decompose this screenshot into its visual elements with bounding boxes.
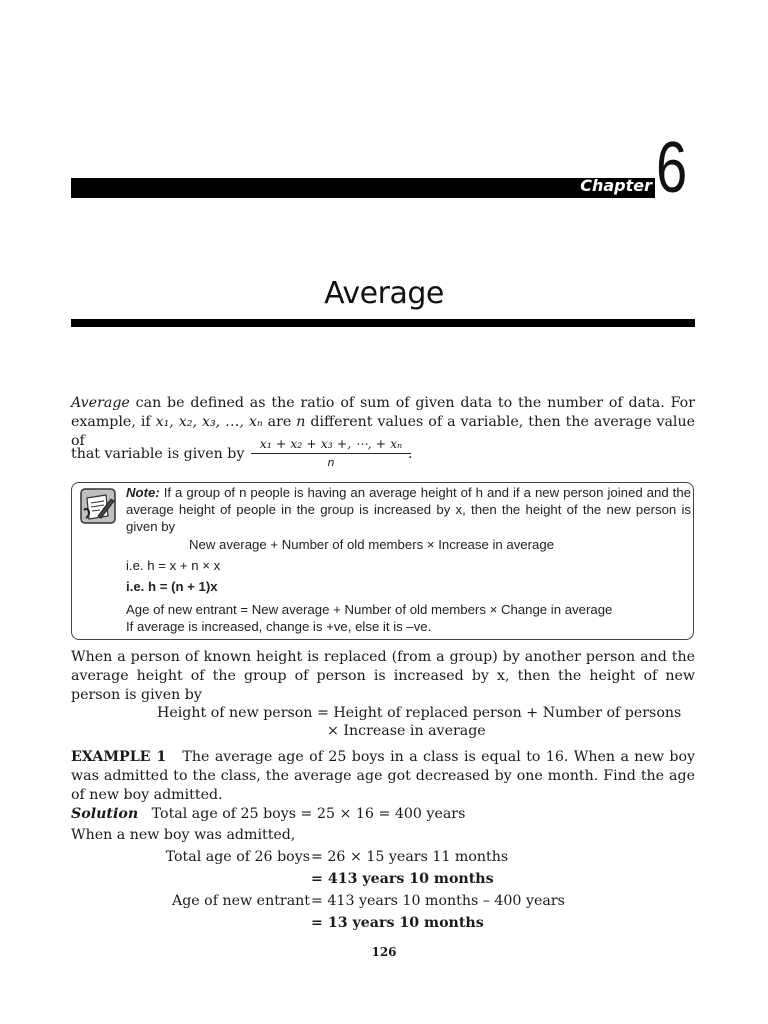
note-label: Note: — [126, 485, 160, 500]
eq1-right: = 26 × 15 years 11 months — [311, 849, 509, 865]
note-age-line: Age of new entrant = New average + Number of old members × Change in average — [126, 602, 613, 617]
note-pencil-icon — [78, 486, 118, 526]
note-increase-line: If average is increased, change is +ve, else it is –ve. — [126, 619, 432, 634]
intro-term: Average — [71, 395, 130, 411]
average-formula — [251, 435, 411, 470]
replacement-formula-line-2: × Increase in average — [327, 723, 486, 739]
eq1-left: Total age of 26 boys — [165, 849, 310, 865]
solution-label: Solution — [71, 806, 139, 822]
eq2-right: = 413 years 10 months — [311, 871, 494, 887]
note-text — [126, 484, 691, 535]
note-body: If a group of n people is having an average height of h and if a new person joined and the average height of people in the group is increased by x, then the height of the new person is given by — [126, 485, 691, 534]
eq4-right: = 13 years 10 months — [311, 915, 484, 931]
eq3-left: Age of new entrant — [171, 893, 310, 909]
admitted-line: When a new boy was admitted, — [71, 827, 296, 843]
intro-text-1: can be defined as the ratio of sum of given data to the number of data. For example, if — [71, 395, 695, 430]
note-ie-2: i.e. h = (n + 1)x — [126, 579, 218, 594]
replacement-formula-line-1: Height of new person = Height of replaced person + Number of persons — [157, 705, 682, 721]
intro-vars: x₁, x₂, x₃, …, xₙ — [155, 414, 263, 430]
solution-line — [71, 806, 465, 822]
replacement-paragraph: When a person of known height is replaced (from a group) by another person and the average height of the group of person is increased by x, then the height of new person is given by — [71, 649, 695, 703]
example-label: EXAMPLE 1 — [71, 749, 167, 765]
chapter-title: Average — [324, 276, 444, 311]
note-ie-1: i.e. h = x + n × x — [126, 558, 221, 573]
example-1 — [71, 748, 695, 805]
formula-end: . — [408, 446, 413, 462]
example-text: The average age of 25 boys in a class is equal to 16. When a new boy was admitted to the class, the average age got decreased by one month. Find the age of new boy admitted. — [71, 749, 696, 803]
chapter-number: 6 — [656, 128, 688, 208]
eq3-right: = 413 years 10 months – 400 years — [311, 893, 565, 909]
intro-n: n — [296, 414, 306, 430]
intro-text-2: are — [262, 414, 297, 430]
title-rule — [71, 319, 695, 327]
chapter-label: Chapter — [580, 176, 652, 195]
formula-numerator: x₁ + x₂ + x₃ +, ⋯, + xₙ — [259, 436, 403, 451]
page-number: 126 — [371, 945, 397, 959]
formula-lead: that variable is given by — [71, 446, 245, 462]
solution-text: Total age of 25 boys = 25 × 16 = 400 years — [151, 806, 466, 822]
intro-text-3: different values of a variable, then the average value of — [71, 414, 696, 449]
fraction-line — [251, 453, 411, 454]
note-formula: New average + Number of old members × Increase in average — [189, 537, 555, 552]
formula-denominator: n — [327, 456, 335, 469]
